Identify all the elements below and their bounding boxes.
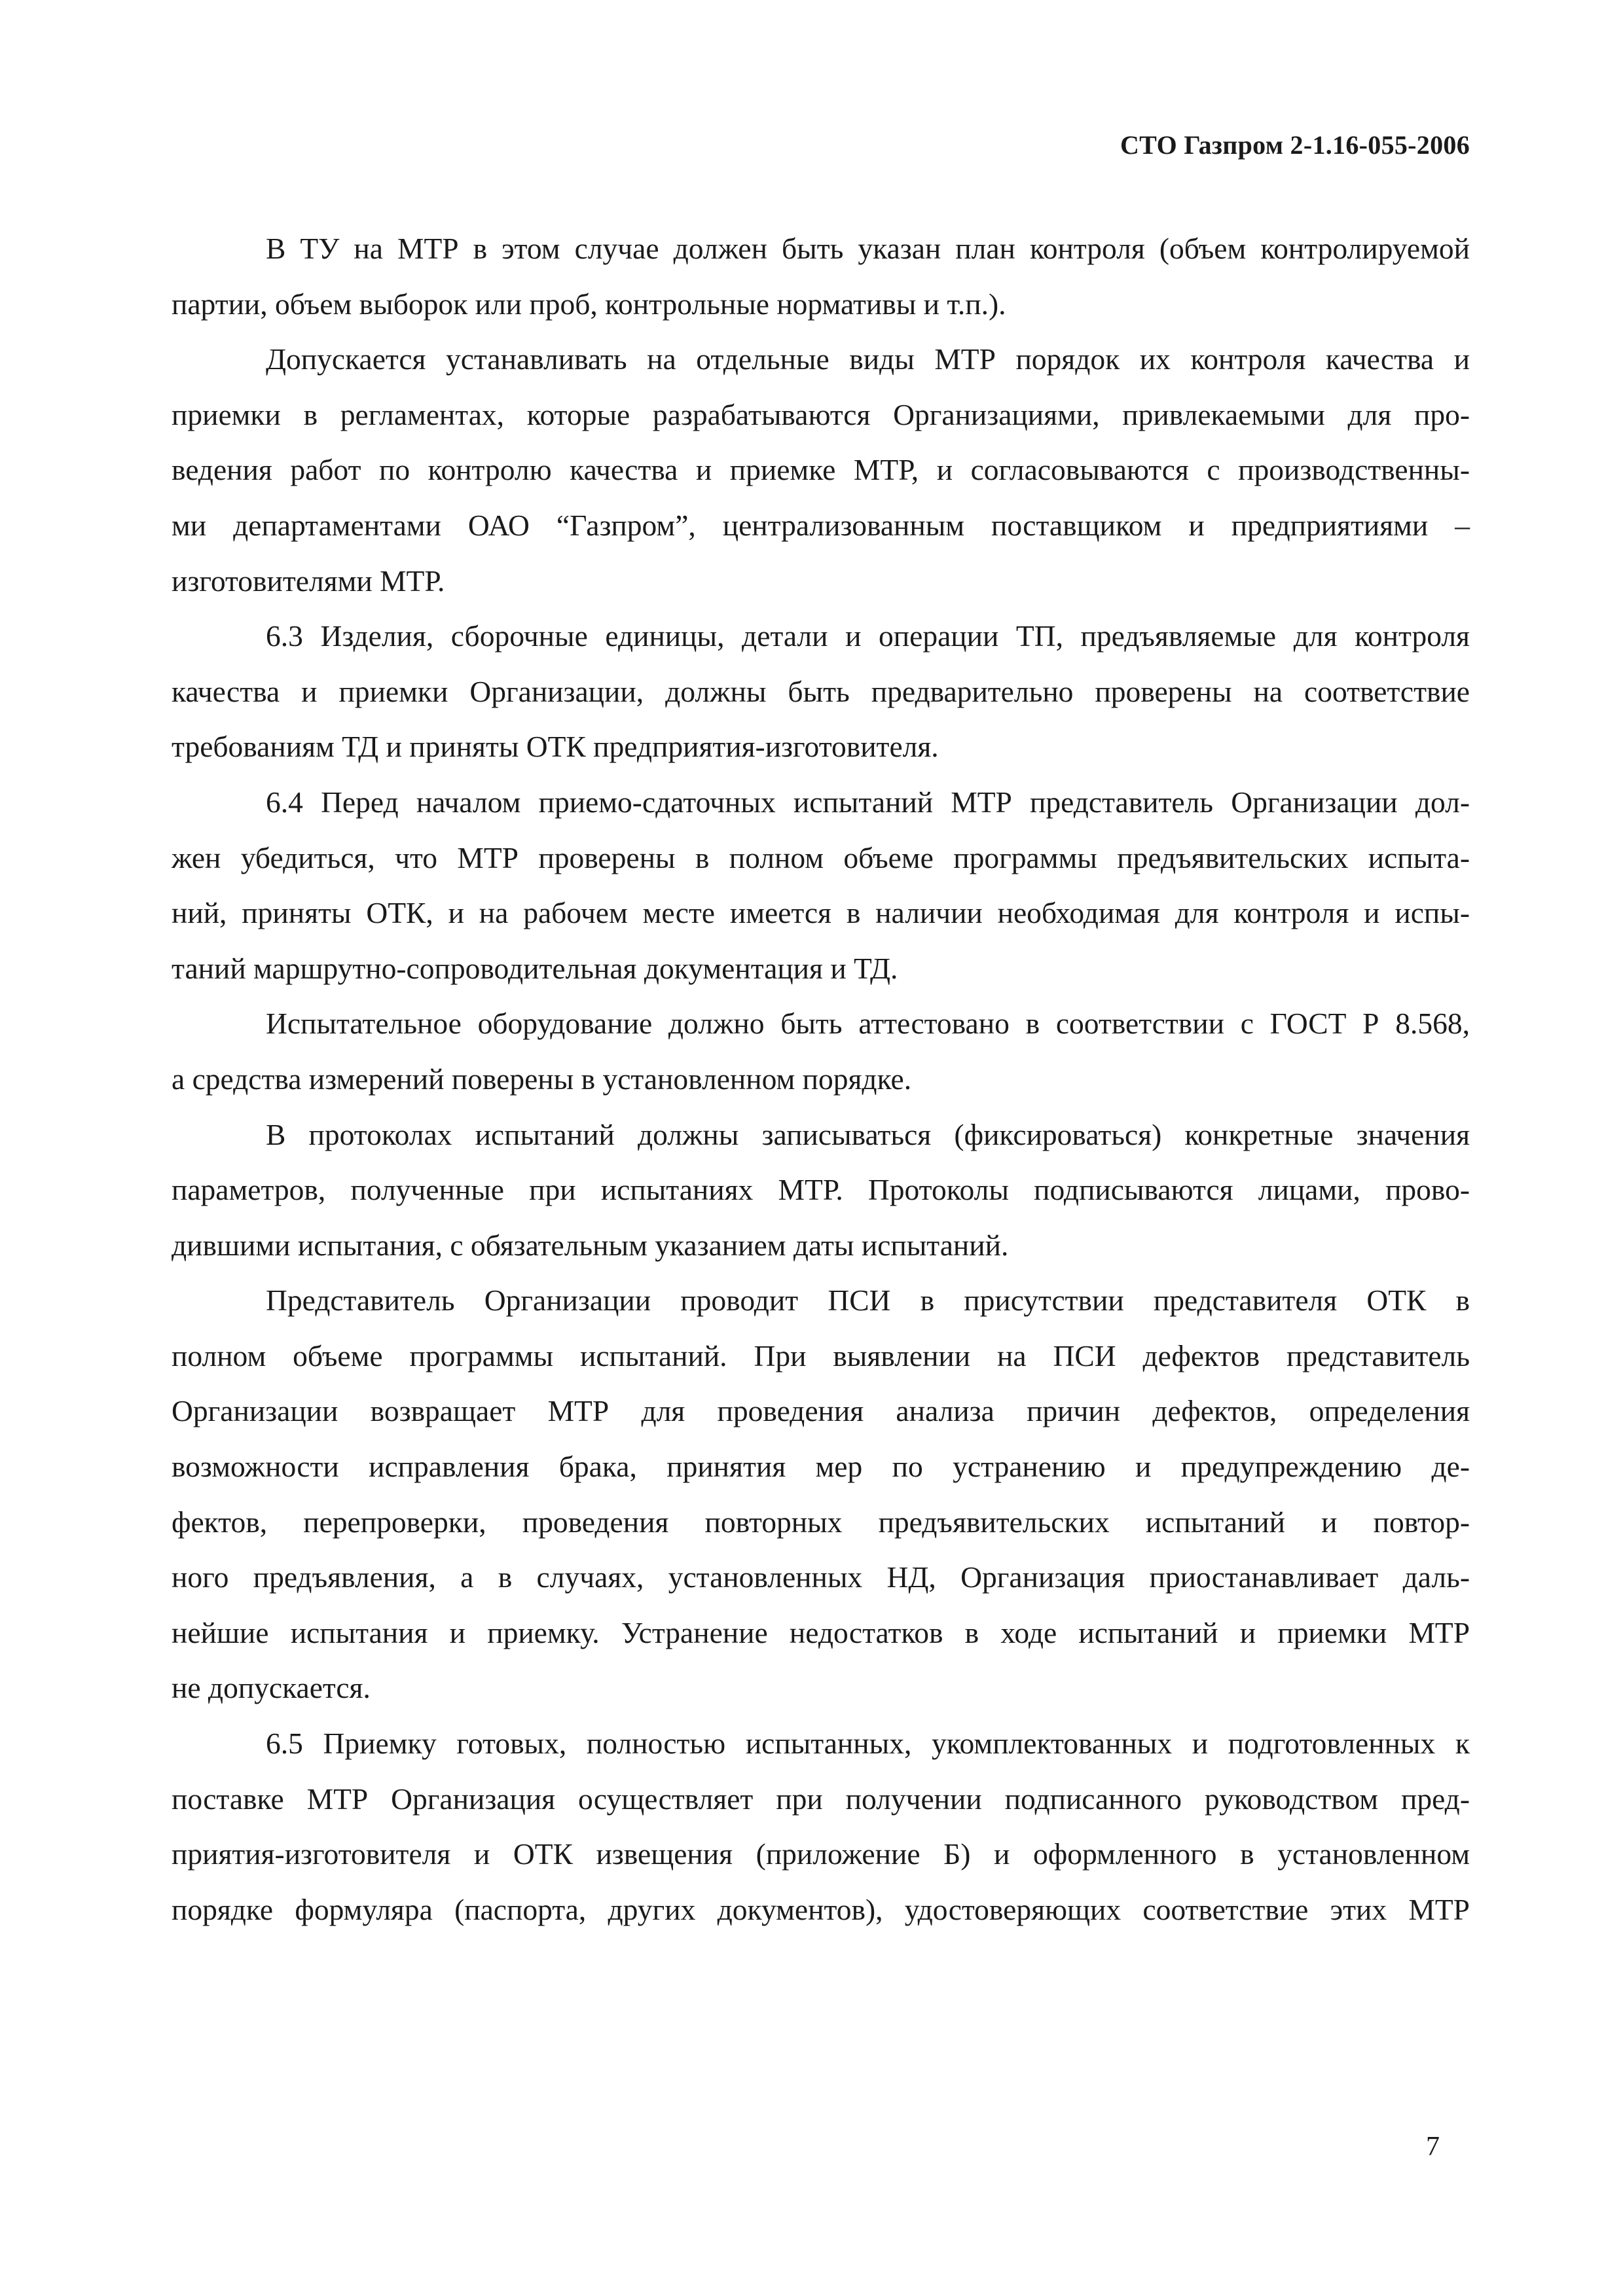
text-line: ного предъявления, а в случаях, установленных НД, Организация приостанавливает даль- — [172, 1560, 1470, 1594]
text-line: поставке МТР Организация осуществляет при получении подписанного руководством пред- — [172, 1782, 1470, 1816]
text-line: Испытательное оборудование должно быть аттестовано в соответствии с ГОСТ Р 8.568, — [266, 1007, 1470, 1041]
document-code-header: СТО Газпром 2-1.16-055-2006 — [1120, 130, 1470, 160]
text-line: параметров, полученные при испытаниях МТР. Протоколы подписываются лицами, прово- — [172, 1173, 1470, 1207]
text-line: не допускается. — [172, 1671, 371, 1705]
text-line: ведения работ по контролю качества и приемке МТР, и согласовываются с производственны- — [172, 453, 1470, 487]
text-line: В ТУ на МТР в этом случае должен быть указан план контроля (объем контролируемой — [266, 232, 1470, 265]
text-line: требованиям ТД и приняты ОТК предприятия-изготовителя. — [172, 730, 939, 764]
document-body — [172, 221, 1470, 1937]
text-line: полном объеме программы испытаний. При выявлении на ПСИ дефектов представитель — [172, 1338, 1470, 1372]
text-line: порядке формуляра (паспорта, других документов), удостоверяющих соответствие этих МТР — [172, 1892, 1470, 1926]
text-line: таний маршрутно-сопроводительная документация и ТД. — [172, 951, 898, 985]
text-line: приятия-изготовителя и ОТК извещения (приложение Б) и оформленного в установленном — [172, 1837, 1470, 1871]
text-line: дившими испытания, с обязательным указанием даты испытаний. — [172, 1228, 1009, 1262]
text-line: 6.4 Перед началом приемо-сдаточных испытаний МТР представитель Организации дол- — [266, 785, 1470, 819]
text-line: ми департаментами ОАО “Газпром”, централизованным поставщиком и предприятиями – — [172, 508, 1470, 542]
text-line: партии, объем выборок или проб, контрольные нормативы и т.п.). — [172, 287, 1006, 321]
text-line: 6.5 Приемку готовых, полностью испытанных, укомплектованных и подготовленных к — [266, 1727, 1470, 1761]
text-line: качества и приемки Организации, должны быть предварительно проверены на соответствие — [172, 674, 1470, 708]
text-line: изготовителями МТР. — [172, 564, 445, 598]
text-line: возможности исправления брака, принятия мер по устранению и предупреждению де- — [172, 1450, 1470, 1484]
text-line: В протоколах испытаний должны записываться (фиксироваться) конкретные значения — [266, 1117, 1470, 1151]
text-line: ний, приняты ОТК, и на рабочем месте имеется в наличии необходимая для контроля и испы- — [172, 896, 1470, 930]
text-line: Организации возвращает МТР для проведения анализа причин дефектов, определения — [172, 1394, 1470, 1428]
text-line: Допускается устанавливать на отдельные виды МТР порядок их контроля качества и — [266, 342, 1470, 376]
text-line: нейшие испытания и приемку. Устранение недостатков в ходе испытаний и приемки МТР — [172, 1615, 1470, 1649]
text-line: 6.3 Изделия, сборочные единицы, детали и операции ТП, предъявляемые для контроля — [266, 619, 1470, 653]
text-line: а средства измерений поверены в установленном порядке. — [172, 1062, 912, 1096]
text-line: жен убедиться, что МТР проверены в полном объеме программы предъявительских испыта- — [172, 840, 1470, 874]
text-line: Представитель Организации проводит ПСИ в присутствии представителя ОТК в — [266, 1283, 1470, 1318]
text-line: приемки в регламентах, которые разрабатываются Организациями, привлекаемыми для про- — [172, 397, 1470, 431]
text-line: фектов, перепроверки, проведения повторных предъявительских испытаний и повтор- — [172, 1505, 1470, 1539]
page-number: 7 — [1426, 2132, 1440, 2162]
